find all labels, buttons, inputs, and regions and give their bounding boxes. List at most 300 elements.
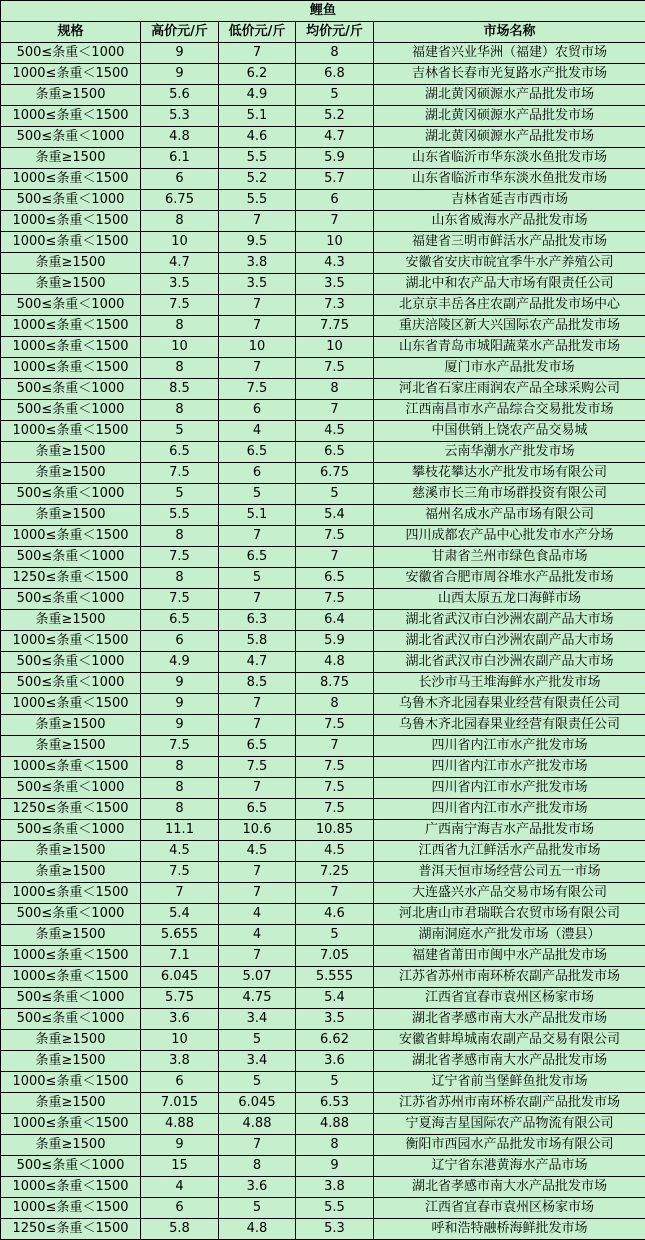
cell-market: 湖北省孝感市南大水产品批发市场	[374, 1009, 645, 1030]
table-row	[1, 1135, 645, 1156]
cell-spec: 1000≤条重＜1500	[1, 232, 141, 253]
table-row	[1, 1009, 645, 1030]
cell-low-price: 6.2	[219, 64, 296, 85]
cell-low-price: 6.5	[219, 736, 296, 757]
cell-high-price: 8.5	[141, 379, 219, 400]
cell-market: 长沙市马王堆海鲜水产批发市场	[374, 673, 645, 694]
cell-market: 湖北省武汉市白沙洲农副产品大市场	[374, 631, 645, 652]
cell-spec: 条重≥1500	[1, 1093, 141, 1114]
table-row	[1, 1177, 645, 1198]
table-row	[1, 568, 645, 589]
cell-high-price: 7.5	[141, 862, 219, 883]
cell-market: 湖北省武汉市白沙洲农副产品大市场	[374, 652, 645, 673]
cell-low-price: 5	[219, 1198, 296, 1219]
cell-market: 湖北省武汉市白沙洲农副产品大市场	[374, 610, 645, 631]
table-row	[1, 757, 645, 778]
cell-low-price: 7.5	[219, 757, 296, 778]
cell-avg-price: 6.4	[296, 610, 374, 631]
cell-spec: 条重≥1500	[1, 736, 141, 757]
cell-avg-price: 4.3	[296, 253, 374, 274]
cell-spec: 1000≤条重＜1500	[1, 106, 141, 127]
table-row	[1, 904, 645, 925]
cell-low-price: 5	[219, 484, 296, 505]
cell-high-price: 5.5	[141, 505, 219, 526]
table-row	[1, 274, 645, 295]
cell-spec: 1000≤条重＜1500	[1, 1072, 141, 1093]
table-row	[1, 253, 645, 274]
cell-market: 福州名成水产品市场有限公司	[374, 505, 645, 526]
cell-high-price: 7.5	[141, 295, 219, 316]
cell-low-price: 4.88	[219, 1114, 296, 1135]
cell-high-price: 3.8	[141, 1051, 219, 1072]
cell-high-price: 6.1	[141, 148, 219, 169]
cell-high-price: 8	[141, 316, 219, 337]
cell-low-price: 10	[219, 337, 296, 358]
cell-low-price: 3.4	[219, 1009, 296, 1030]
cell-low-price: 7	[219, 862, 296, 883]
table-row	[1, 43, 645, 64]
cell-high-price: 6.045	[141, 967, 219, 988]
cell-spec: 500≤条重＜1000	[1, 43, 141, 64]
table-row	[1, 232, 645, 253]
cell-spec: 条重≥1500	[1, 1135, 141, 1156]
cell-avg-price: 3.5	[296, 274, 374, 295]
cell-low-price: 7.5	[219, 379, 296, 400]
cell-avg-price: 5.9	[296, 148, 374, 169]
cell-high-price: 7.5	[141, 547, 219, 568]
cell-high-price: 7.5	[141, 463, 219, 484]
cell-market: 江西省九江鲜活水产品批发市场	[374, 841, 645, 862]
cell-spec: 条重≥1500	[1, 148, 141, 169]
cell-low-price: 6	[219, 400, 296, 421]
cell-low-price: 5.2	[219, 169, 296, 190]
cell-low-price: 6.5	[219, 799, 296, 820]
cell-spec: 条重≥1500	[1, 715, 141, 736]
cell-high-price: 4.8	[141, 127, 219, 148]
cell-spec: 1000≤条重＜1500	[1, 337, 141, 358]
cell-avg-price: 6.5	[296, 568, 374, 589]
cell-high-price: 9	[141, 673, 219, 694]
cell-spec: 条重≥1500	[1, 463, 141, 484]
cell-low-price: 7	[219, 883, 296, 904]
cell-low-price: 5.5	[219, 148, 296, 169]
table-row	[1, 946, 645, 967]
cell-avg-price: 5.3	[296, 1219, 374, 1240]
cell-low-price: 4.8	[219, 1219, 296, 1240]
cell-market: 山东省青岛市城阳蔬菜水产品批发市场	[374, 337, 645, 358]
cell-high-price: 6	[141, 1198, 219, 1219]
header-spec: 规格	[1, 22, 141, 43]
cell-high-price: 5.3	[141, 106, 219, 127]
cell-avg-price: 4.88	[296, 1114, 374, 1135]
cell-low-price: 7	[219, 43, 296, 64]
cell-low-price: 4.9	[219, 85, 296, 106]
cell-market: 江西南昌市水产品综合交易批发市场	[374, 400, 645, 421]
cell-avg-price: 7	[296, 736, 374, 757]
table-row	[1, 484, 645, 505]
cell-avg-price: 5	[296, 925, 374, 946]
table-row	[1, 799, 645, 820]
cell-avg-price: 4.7	[296, 127, 374, 148]
cell-low-price: 5.1	[219, 106, 296, 127]
table-row	[1, 1156, 645, 1177]
table-row	[1, 1198, 645, 1219]
table-row	[1, 883, 645, 904]
cell-market: 湖北中和农产品大市场有限责任公司	[374, 274, 645, 295]
cell-high-price: 4.5	[141, 841, 219, 862]
cell-avg-price: 7.3	[296, 295, 374, 316]
cell-market: 呼和浩特融桥海鲜批发市场	[374, 1219, 645, 1240]
cell-market: 攀枝花攀达水产批发市场有限公司	[374, 463, 645, 484]
cell-low-price: 7	[219, 211, 296, 232]
cell-avg-price: 7.75	[296, 316, 374, 337]
cell-spec: 500≤条重＜1000	[1, 820, 141, 841]
table-row	[1, 358, 645, 379]
cell-spec: 1000≤条重＜1500	[1, 316, 141, 337]
cell-market: 普洱天恒市场经营公司五一市场	[374, 862, 645, 883]
cell-high-price: 5.4	[141, 904, 219, 925]
table-title-row	[1, 1, 645, 22]
cell-high-price: 4	[141, 1177, 219, 1198]
cell-market: 湖南洞庭水产批发市场（澧县）	[374, 925, 645, 946]
cell-market: 辽宁省东港黄海水产品市场	[374, 1156, 645, 1177]
cell-high-price: 7.1	[141, 946, 219, 967]
cell-market: 湖北黄冈硕源水产品批发市场	[374, 127, 645, 148]
cell-avg-price: 3.8	[296, 1177, 374, 1198]
table-row	[1, 631, 645, 652]
cell-avg-price: 5	[296, 484, 374, 505]
cell-high-price: 8	[141, 400, 219, 421]
cell-spec: 500≤条重＜1000	[1, 190, 141, 211]
table-row	[1, 988, 645, 1009]
header-avg-price: 均价元/斤	[296, 22, 374, 43]
table-row	[1, 1072, 645, 1093]
table-row	[1, 715, 645, 736]
cell-high-price: 6.5	[141, 610, 219, 631]
cell-high-price: 9	[141, 1135, 219, 1156]
cell-avg-price: 6.53	[296, 1093, 374, 1114]
cell-low-price: 5	[219, 1030, 296, 1051]
table-row	[1, 421, 645, 442]
cell-high-price: 10	[141, 232, 219, 253]
cell-avg-price: 5	[296, 1072, 374, 1093]
cell-market: 福建省兴业华洲（福建）农贸市场	[374, 43, 645, 64]
cell-market: 衡阳市西园水产品批发市场有限公司	[374, 1135, 645, 1156]
cell-spec: 条重≥1500	[1, 1051, 141, 1072]
table-body	[1, 43, 645, 1240]
cell-spec: 500≤条重＜1000	[1, 589, 141, 610]
table-row	[1, 967, 645, 988]
cell-high-price: 5	[141, 421, 219, 442]
cell-avg-price: 3.6	[296, 1051, 374, 1072]
cell-avg-price: 7.5	[296, 589, 374, 610]
cell-high-price: 5.6	[141, 85, 219, 106]
cell-low-price: 7	[219, 946, 296, 967]
cell-market: 宁夏海吉星国际农产品物流有限公司	[374, 1114, 645, 1135]
cell-market: 河北唐山市君瑞联合农贸市场有限公司	[374, 904, 645, 925]
cell-spec: 条重≥1500	[1, 253, 141, 274]
cell-low-price: 7	[219, 1135, 296, 1156]
cell-market: 湖北省孝感市南大水产品批发市场	[374, 1051, 645, 1072]
table-row	[1, 379, 645, 400]
cell-low-price: 5.5	[219, 190, 296, 211]
cell-spec: 1000≤条重＜1500	[1, 1177, 141, 1198]
cell-low-price: 4	[219, 904, 296, 925]
cell-spec: 1000≤条重＜1500	[1, 64, 141, 85]
header-low-price: 低价元/斤	[219, 22, 296, 43]
cell-spec: 1000≤条重＜1500	[1, 1198, 141, 1219]
cell-spec: 500≤条重＜1000	[1, 400, 141, 421]
cell-market: 湖北省孝感市南大水产品批发市场	[374, 1177, 645, 1198]
cell-market: 重庆涪陵区新大兴国际农产品批发市场	[374, 316, 645, 337]
cell-market: 北京京丰岳各庄农副产品批发市场中心	[374, 295, 645, 316]
cell-low-price: 7	[219, 589, 296, 610]
table-row	[1, 1093, 645, 1114]
cell-low-price: 7	[219, 778, 296, 799]
cell-avg-price: 7.5	[296, 526, 374, 547]
cell-high-price: 8	[141, 568, 219, 589]
table-row	[1, 925, 645, 946]
cell-low-price: 7	[219, 316, 296, 337]
cell-spec: 500≤条重＜1000	[1, 127, 141, 148]
cell-low-price: 7	[219, 715, 296, 736]
cell-spec: 500≤条重＜1000	[1, 379, 141, 400]
cell-high-price: 10	[141, 337, 219, 358]
cell-avg-price: 5.4	[296, 988, 374, 1009]
cell-low-price: 6	[219, 463, 296, 484]
cell-market: 四川成都农产品中心批发市水产分场	[374, 526, 645, 547]
cell-market: 乌鲁木齐北园春果业经营有限责任公司	[374, 715, 645, 736]
cell-market: 安徽省蚌埠城南农副产品交易有限公司	[374, 1030, 645, 1051]
cell-high-price: 8	[141, 358, 219, 379]
table-row	[1, 736, 645, 757]
cell-low-price: 4.75	[219, 988, 296, 1009]
cell-market: 安徽省安庆市皖宜季牛水产养殖公司	[374, 253, 645, 274]
cell-low-price: 6.5	[219, 547, 296, 568]
cell-avg-price: 9	[296, 1156, 374, 1177]
cell-spec: 1000≤条重＜1500	[1, 883, 141, 904]
cell-low-price: 3.8	[219, 253, 296, 274]
cell-avg-price: 7	[296, 400, 374, 421]
cell-avg-price: 7.05	[296, 946, 374, 967]
cell-market: 四川省内江市水产批发市场	[374, 778, 645, 799]
cell-spec: 500≤条重＜1000	[1, 673, 141, 694]
cell-spec: 1000≤条重＜1500	[1, 967, 141, 988]
cell-high-price: 15	[141, 1156, 219, 1177]
cell-avg-price: 10	[296, 337, 374, 358]
table-row	[1, 841, 645, 862]
cell-avg-price: 5.2	[296, 106, 374, 127]
cell-market: 乌鲁木齐北园春果业经营有限责任公司	[374, 694, 645, 715]
cell-market: 四川省内江市水产批发市场	[374, 736, 645, 757]
table-row	[1, 85, 645, 106]
cell-market: 厦门市水产品批发市场	[374, 358, 645, 379]
cell-low-price: 7	[219, 526, 296, 547]
cell-spec: 条重≥1500	[1, 610, 141, 631]
table-title: 鲤鱼	[1, 1, 645, 22]
table-row	[1, 526, 645, 547]
table-row	[1, 211, 645, 232]
cell-low-price: 7	[219, 694, 296, 715]
cell-market: 甘肃省兰州市绿色食品市场	[374, 547, 645, 568]
cell-market: 山东省临沂市华东淡水鱼批发市场	[374, 169, 645, 190]
cell-market: 四川省内江市水产批发市场	[374, 799, 645, 820]
cell-low-price: 6.3	[219, 610, 296, 631]
cell-high-price: 10	[141, 1030, 219, 1051]
cell-spec: 500≤条重＜1000	[1, 652, 141, 673]
table-row	[1, 337, 645, 358]
cell-avg-price: 7.5	[296, 778, 374, 799]
cell-low-price: 4.7	[219, 652, 296, 673]
cell-spec: 500≤条重＜1000	[1, 295, 141, 316]
cell-market: 四川省内江市水产批发市场	[374, 757, 645, 778]
cell-spec: 1250≤条重＜1500	[1, 1219, 141, 1240]
cell-low-price: 9.5	[219, 232, 296, 253]
cell-low-price: 7	[219, 358, 296, 379]
cell-spec: 1000≤条重＜1500	[1, 358, 141, 379]
cell-avg-price: 4.5	[296, 421, 374, 442]
cell-high-price: 5	[141, 484, 219, 505]
cell-high-price: 8	[141, 211, 219, 232]
cell-low-price: 6.5	[219, 442, 296, 463]
cell-avg-price: 8	[296, 1135, 374, 1156]
cell-high-price: 6	[141, 1072, 219, 1093]
table-row	[1, 1051, 645, 1072]
cell-avg-price: 10.85	[296, 820, 374, 841]
cell-low-price: 3.6	[219, 1177, 296, 1198]
cell-spec: 500≤条重＜1000	[1, 484, 141, 505]
table-row	[1, 295, 645, 316]
cell-spec: 500≤条重＜1000	[1, 904, 141, 925]
cell-spec: 条重≥1500	[1, 862, 141, 883]
cell-market: 福建省三明市鲜活水产品批发市场	[374, 232, 645, 253]
cell-spec: 1000≤条重＜1500	[1, 694, 141, 715]
table-row	[1, 316, 645, 337]
cell-market: 吉林省长春市光复路水产批发市场	[374, 64, 645, 85]
cell-avg-price: 6.5	[296, 442, 374, 463]
cell-avg-price: 3.5	[296, 1009, 374, 1030]
cell-high-price: 9	[141, 43, 219, 64]
cell-low-price: 3.5	[219, 274, 296, 295]
table-row	[1, 1114, 645, 1135]
cell-spec: 500≤条重＜1000	[1, 547, 141, 568]
table-row	[1, 694, 645, 715]
cell-high-price: 5.75	[141, 988, 219, 1009]
cell-spec: 条重≥1500	[1, 85, 141, 106]
cell-low-price: 6.045	[219, 1093, 296, 1114]
cell-avg-price: 5.7	[296, 169, 374, 190]
cell-spec: 1000≤条重＜1500	[1, 169, 141, 190]
table-row	[1, 547, 645, 568]
cell-avg-price: 6.75	[296, 463, 374, 484]
cell-market: 中国供销上饶农产品交易城	[374, 421, 645, 442]
table-row	[1, 862, 645, 883]
cell-spec: 1000≤条重＜1500	[1, 631, 141, 652]
cell-market: 江苏省苏州市南环桥农副产品批发市场	[374, 967, 645, 988]
cell-high-price: 6	[141, 169, 219, 190]
cell-high-price: 5.655	[141, 925, 219, 946]
cell-low-price: 10.6	[219, 820, 296, 841]
cell-avg-price: 8	[296, 379, 374, 400]
cell-avg-price: 6.8	[296, 64, 374, 85]
cell-spec: 1250≤条重＜1500	[1, 799, 141, 820]
cell-avg-price: 7	[296, 547, 374, 568]
cell-low-price: 4.6	[219, 127, 296, 148]
cell-high-price: 5.8	[141, 1219, 219, 1240]
cell-high-price: 4.9	[141, 652, 219, 673]
cell-low-price: 5	[219, 1072, 296, 1093]
cell-low-price: 5.8	[219, 631, 296, 652]
cell-avg-price: 7.5	[296, 358, 374, 379]
cell-avg-price: 7.5	[296, 715, 374, 736]
cell-high-price: 4.7	[141, 253, 219, 274]
table-row	[1, 673, 645, 694]
cell-avg-price: 4.5	[296, 841, 374, 862]
table-row	[1, 148, 645, 169]
cell-high-price: 6	[141, 631, 219, 652]
table-row	[1, 64, 645, 85]
cell-market: 山西太原五龙口海鲜市场	[374, 589, 645, 610]
cell-low-price: 7	[219, 295, 296, 316]
table-row	[1, 442, 645, 463]
cell-market: 吉林省延吉市西市场	[374, 190, 645, 211]
cell-low-price: 8.5	[219, 673, 296, 694]
cell-high-price: 9	[141, 715, 219, 736]
cell-high-price: 9	[141, 694, 219, 715]
cell-spec: 1000≤条重＜1500	[1, 757, 141, 778]
cell-market: 河北省石家庄雨润农产品全球采购公司	[374, 379, 645, 400]
table-row	[1, 652, 645, 673]
cell-high-price: 6.5	[141, 442, 219, 463]
cell-spec: 条重≥1500	[1, 841, 141, 862]
cell-avg-price: 7	[296, 883, 374, 904]
cell-high-price: 8	[141, 778, 219, 799]
cell-market: 辽宁省前当堡鲜鱼批发市场	[374, 1072, 645, 1093]
cell-spec: 1000≤条重＜1500	[1, 526, 141, 547]
cell-low-price: 5	[219, 568, 296, 589]
cell-spec: 500≤条重＜1000	[1, 1009, 141, 1030]
cell-market: 湖北黄冈硕源水产品批发市场	[374, 85, 645, 106]
cell-spec: 条重≥1500	[1, 1030, 141, 1051]
cell-market: 江西省宜春市袁州区杨家市场	[374, 988, 645, 1009]
cell-avg-price: 6.62	[296, 1030, 374, 1051]
cell-spec: 1000≤条重＜1500	[1, 1114, 141, 1135]
cell-high-price: 9	[141, 64, 219, 85]
table-row	[1, 778, 645, 799]
table-row	[1, 1219, 645, 1240]
cell-market: 江西省宜春市袁州区杨家市场	[374, 1198, 645, 1219]
cell-spec: 500≤条重＜1000	[1, 778, 141, 799]
cell-market: 湖北黄冈硕源水产品批发市场	[374, 106, 645, 127]
cell-high-price: 3.6	[141, 1009, 219, 1030]
cell-market: 大连盛兴水产品交易市场有限公司	[374, 883, 645, 904]
cell-avg-price: 7.5	[296, 799, 374, 820]
cell-spec: 条重≥1500	[1, 925, 141, 946]
cell-avg-price: 5.5	[296, 1198, 374, 1219]
cell-market: 福建省莆田市闽中水产品批发市场	[374, 946, 645, 967]
table-row	[1, 463, 645, 484]
cell-avg-price: 8.75	[296, 673, 374, 694]
table-row	[1, 505, 645, 526]
cell-avg-price: 5	[296, 85, 374, 106]
cell-high-price: 3.5	[141, 274, 219, 295]
cell-spec: 500≤条重＜1000	[1, 1156, 141, 1177]
cell-spec: 条重≥1500	[1, 505, 141, 526]
cell-low-price: 4	[219, 421, 296, 442]
table-row	[1, 400, 645, 421]
cell-avg-price: 5.555	[296, 967, 374, 988]
cell-avg-price: 4.8	[296, 652, 374, 673]
